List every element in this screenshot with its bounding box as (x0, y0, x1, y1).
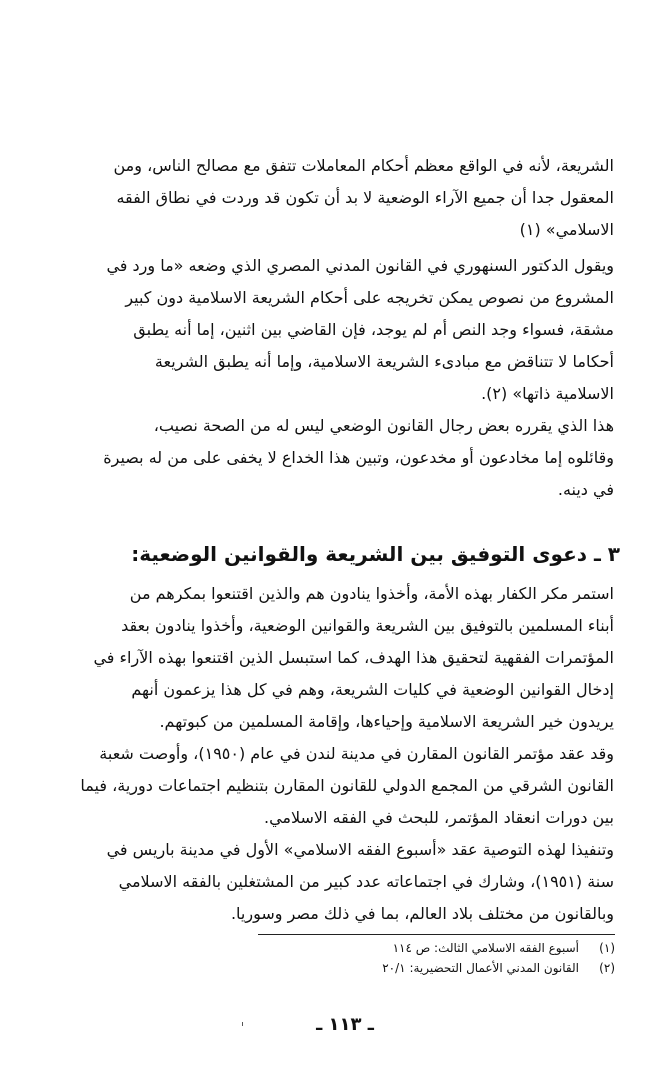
print-speck (242, 1022, 243, 1026)
footnote-item (290, 938, 615, 958)
text-line: وقائلوه إما مخادعون أو مخدعون، وتبين هذا الخداع لا يخفى على من له بصيرة (103, 448, 614, 467)
text-line: مشقة، فسواء وجد النص أم لم يوجد، فإن القاضي بين اثنين، إما أنه يطبق (133, 320, 614, 339)
text-line: سنة (١٩٥١)، وشارك في اجتماعاته عدد كبير من المشتغلين بالفقه الاسلامي (118, 872, 614, 891)
text-line: القانون الشرقي من المجمع الدولي للقانون المقارن بتنظيم اجتماعات دورية، فيما (80, 776, 614, 795)
paragraph-2 (66, 250, 614, 410)
text-line: استمر مكر الكفار بهذه الأمة، وأخذوا ينادون هم والذين اقتنعوا بمكرهم من (129, 584, 614, 603)
text-line: أحكاما لا تتناقض مع مبادىء الشريعة الاسلامية، وإما أنه يطبق الشريعة (154, 352, 614, 371)
paragraph-3 (66, 410, 614, 506)
footnote-text: القانون المدني الأعمال التحضيرية: ٢٠/١ (382, 961, 579, 975)
page-number: ـ ١١٣ ـ (316, 1014, 374, 1035)
text-line: الاسلامية ذاتها» (٢). (481, 384, 614, 403)
text-line: ويقول الدكتور السنهوري في القانون المدني المصري الذي وضعه «ما ورد في (106, 256, 614, 275)
footnotes (290, 938, 615, 978)
text-line: وقد عقد مؤتمر القانون المقارن في مدينة لندن في عام (١٩٥٠)، وأوصت شعبة (99, 744, 614, 763)
text-line: أبناء المسلمين بالتوفيق بين الشريعة والقوانين الوضعية، وأخذوا ينادون بعقد (121, 616, 614, 635)
paragraph-4 (66, 578, 614, 738)
section-heading: ٣ ـ دعوى التوفيق بين الشريعة والقوانين الوضعية: (131, 542, 620, 566)
text-line: المعقول جدا أن جميع الآراء الوضعية لا بد أن تكون قد وردت في نطاق الفقه (116, 188, 614, 207)
text-line: الشريعة، لأنه في الواقع معظم أحكام المعاملات تتفق مع مصالح الناس، ومن (113, 156, 614, 175)
footnote-divider (258, 934, 615, 935)
paragraph-1 (66, 150, 614, 246)
paragraph-6 (66, 834, 614, 930)
text-line: المشروع من نصوص يمكن تخريجه على أحكام الشريعة الاسلامية دون كبير (125, 288, 614, 307)
text-line: المؤتمرات الفقهية لتحقيق هذا الهدف، كما استبسل الذين اقتنعوا بهذه الآراء في (93, 648, 614, 667)
text-line: بين دورات انعقاد المؤتمر، للبحث في الفقه الاسلامي. (263, 808, 614, 827)
footnote-item (290, 958, 615, 978)
text-line: وبالقانون من مختلف بلاد العالم، بما في ذلك مصر وسوريا. (230, 904, 614, 923)
text-line: في دينه. (557, 480, 614, 499)
paragraph-5 (66, 738, 614, 834)
text-line: وتنفيذا لهذه التوصية عقد «أسبوع الفقه الاسلامي» الأول في مدينة باريس في (106, 840, 614, 859)
footnote-number: (٢) (599, 961, 615, 975)
text-line: الاسلامي» (١) (519, 220, 614, 239)
footnote-number: (١) (599, 941, 615, 955)
text-line: إدخال القوانين الوضعية في كليات الشريعة، وهم في كل هذا يزعمون أنهم (131, 680, 614, 699)
text-line: يريدون خير الشريعة الاسلامية وإحياءها، وإقامة المسلمين من كبوتهم. (159, 712, 614, 731)
text-line: هذا الذي يقرره بعض رجال القانون الوضعي ليس له من الصحة نصيب، (153, 416, 614, 435)
footnote-text: أسبوع الفقه الاسلامي الثالث: ص ١١٤ (392, 941, 579, 955)
